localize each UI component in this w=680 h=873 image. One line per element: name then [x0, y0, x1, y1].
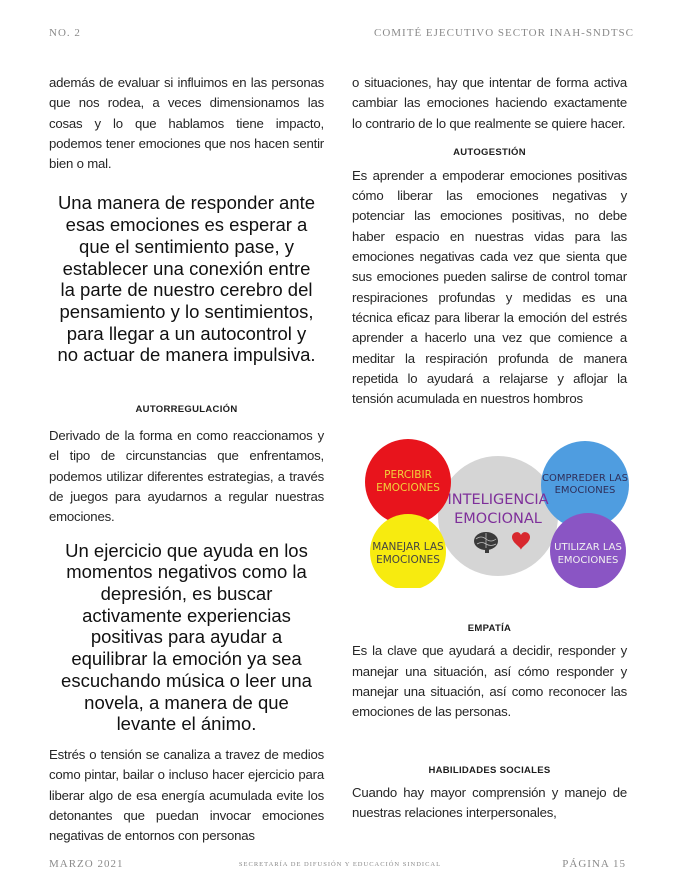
autogestion-paragraph: Es aprender a empoderar emociones positivas cómo liberar las emociones negativas y potenciar las emociones positivas, no debe haber espacio en nuestras vidas para las emociones negativas cada vez que sienta que sus emociones pueden salirse de control tomar respiraciones profundas y medidas es una técnica eficaz para liberar la emoción del estrés aprender a hacerlo una vez que comience a meditar la respiración profunda de manera repetida lo ayudará a relajarse y aflojar la tensión acumulada en nuestros hombros [352, 167, 627, 407]
autogestion-heading: AUTOGESTIÓN [453, 146, 526, 158]
yellow-label-line1: MANEJAR LAS [372, 541, 444, 553]
pull-quote-1: Una manera de responder ante esas emociones es esperar a que el sentimiento pase, y establecer una conexión entre la parte de nuestro cerebro del pensamiento y lo sentimientos, para llegar a un autocontrol y no actuar de manera impulsiva. [57, 192, 316, 366]
habilidades-paragraph [352, 783, 627, 824]
habilidades-heading: HABILIDADES SOCIALES [428, 764, 551, 776]
blue-label-line2: EMOCIONES [554, 485, 616, 496]
footer-date: MARZO 2021 [49, 858, 124, 870]
emotional-intelligence-diagram [364, 438, 632, 588]
red-label-line1: PERCIBIR [384, 469, 432, 481]
intro-paragraph: además de evaluar si influimos en las personas que nos rodea, a veces dimensionamos las cosas y lo que hablamos tiene impacto, podemos tener emociones que nos hacen sentir bien o mal. [49, 75, 324, 172]
empatia-heading: EMPATÍA [467, 623, 512, 635]
footer-department: SECRETARÍA DE DIFUSIÓN Y EDUCACIÓN SINDICAL [238, 861, 442, 868]
purple-label-line2: EMOCIONES [557, 555, 619, 566]
habilidades-text: Cuando hay mayor comprensión y manejo de nuestras relaciones interpersonales, [352, 784, 627, 820]
left-column [49, 73, 324, 846]
pull-quote-2: Un ejercicio que ayuda en los momentos negativos como la depresión, es buscar activamente experiencias positivas para ayudar a equilibrar la emoción ya sea escuchando música o leer una novela, a manera de que levante el ánimo. [61, 539, 312, 735]
autorregulacion-heading: AUTORREGULACIÓN [135, 404, 238, 416]
purple-label-line1: UTILIZAR LAS [554, 542, 622, 553]
yellow-label-line2: EMOCIONES [376, 554, 440, 566]
estres-paragraph: Estrés o tensión se canaliza a travez de medios como pintar, bailar o incluso hacer ejercicio para liberar algo de esa energía acumulada evite los detonantes que puedan invocar emociones negativas de entornos con personas [49, 746, 324, 844]
page-number: PÁGINA 15 [562, 858, 626, 870]
continuation-paragraph: o situaciones, hay que intentar de forma activa cambiar las emociones haciendo exactamente lo contrario de lo que realmente se quiere hacer. [352, 75, 627, 131]
autorregulacion-paragraph: Derivado de la forma en como reaccionamos y el tipo de circunstancias que enfrentamos, podemos utilizar diferentes estrategias, a través de juegos para ayudarnos a regular nuestras emociones. [49, 428, 324, 525]
empatia-paragraph: Es la clave que ayudará a decidir, responder y manejar una situación, así cómo responder y manejar una situación, así como reconocer las emociones de las personas. [352, 643, 627, 720]
organization-name: COMITÉ EJECUTIVO SECTOR INAH-SNDTSC [374, 27, 634, 39]
issue-number: NO. 2 [49, 27, 81, 39]
center-label-line2: EMOCIONAL [454, 511, 542, 527]
center-label-line1: INTELIGENCIA [447, 492, 549, 508]
red-label-line2: EMOCIONES [376, 482, 440, 494]
blue-label-line1: COMPREDER LAS [542, 473, 628, 484]
